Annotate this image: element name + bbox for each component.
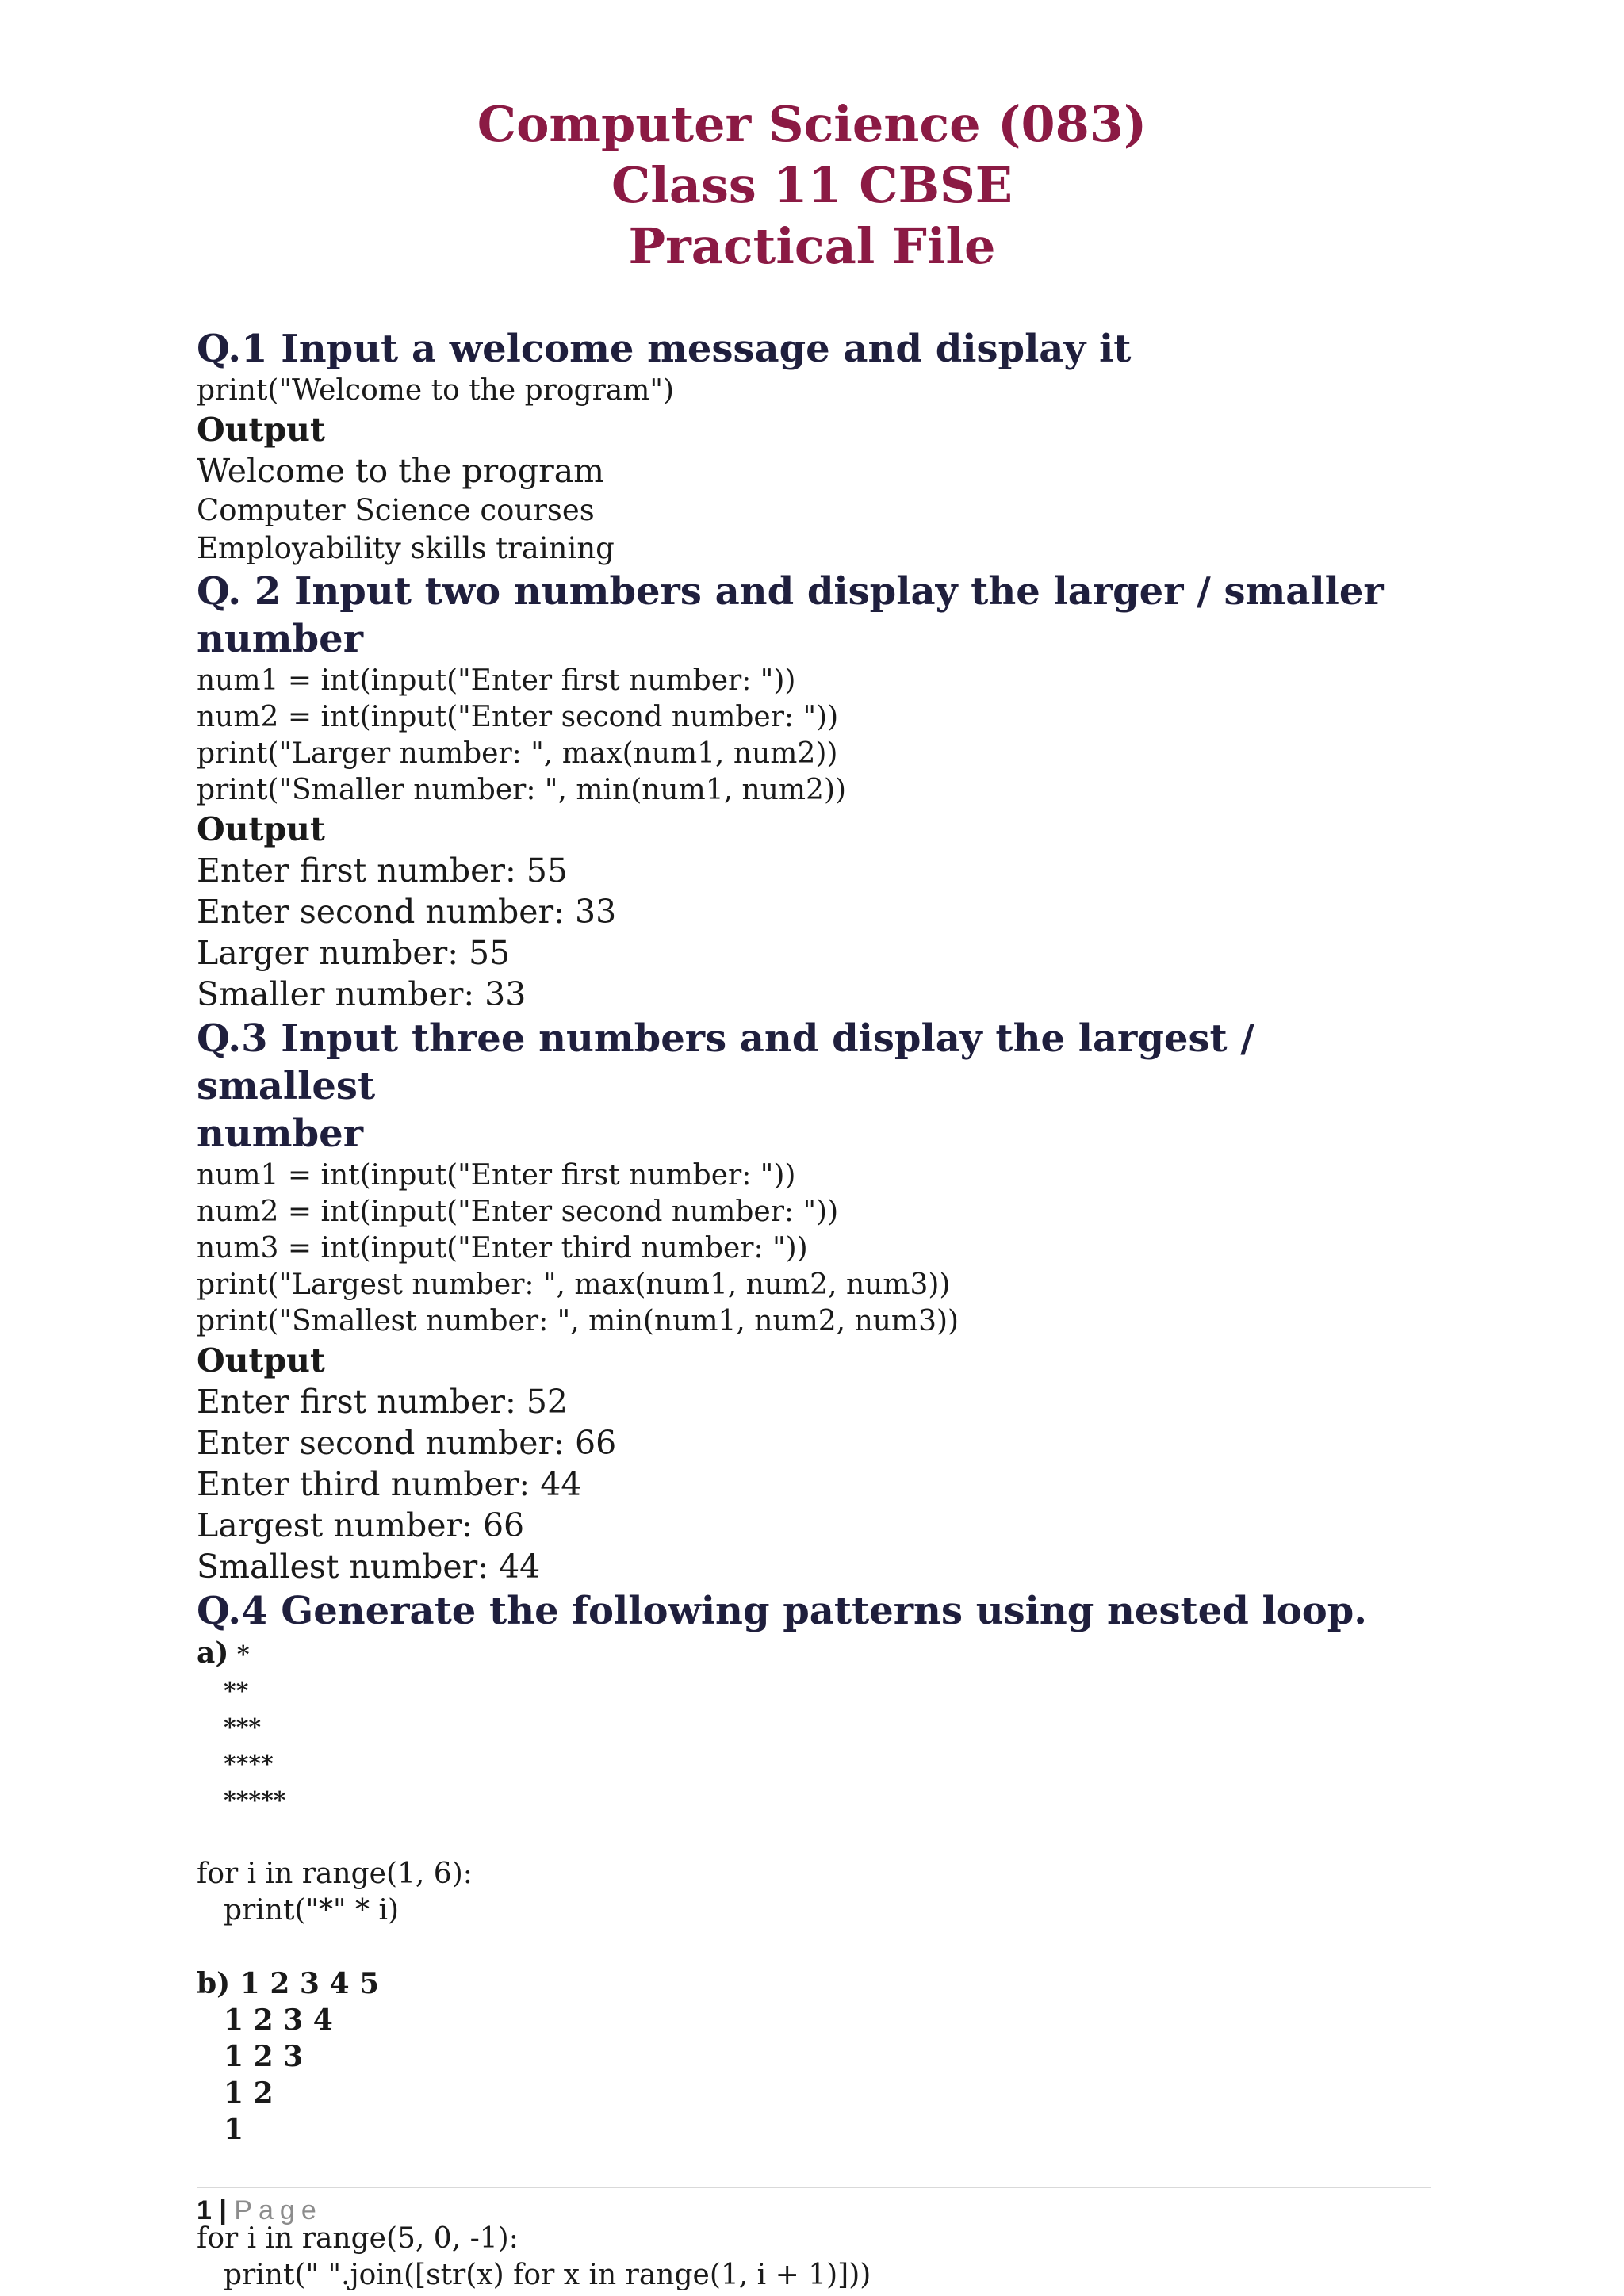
q4-heading: Q.4 Generate the following patterns using nested loop. <box>197 1589 1367 1633</box>
q3-code-line: print("Largest number: ", max(num1, num2, num3)) <box>197 1269 951 1301</box>
page-number: 1 <box>197 2195 212 2225</box>
q3-output-line: Largest number: 66 <box>197 1506 525 1544</box>
q2-code-line: print("Smaller number: ", min(num1, num2)) <box>197 774 847 806</box>
q3-code-line: num3 = int(input("Enter third number: ")) <box>197 1232 808 1265</box>
q1-output-label: Output <box>197 411 325 449</box>
q2-code-line: num1 = int(input("Enter first number: ")) <box>197 664 796 697</box>
q4a-pattern-row: *** <box>224 1714 262 1742</box>
q3-code-line: num1 = int(input("Enter first number: ")) <box>197 1159 796 1192</box>
page-label: Page <box>234 2195 323 2225</box>
q2-output-line: Enter first number: 55 <box>197 851 569 890</box>
title-line-class: Class 11 CBSE <box>611 156 1013 214</box>
q4b-code-line: for i in range(5, 0, -1): <box>197 2222 519 2255</box>
q4a-pattern-row: ***** <box>224 1787 286 1815</box>
q4b-pattern-row: 1 <box>224 2113 244 2146</box>
q3-code-line: print("Smallest number: ", min(num1, num2, num3)) <box>197 1305 959 1337</box>
q4a-pattern-row: * <box>236 1641 250 1669</box>
q2-heading: Q. 2 Input two numbers and display the larger / smaller number <box>197 569 1384 661</box>
q4b-pattern-row: 1 2 3 4 <box>224 2003 333 2037</box>
q3-heading-continued: number <box>197 1112 363 1156</box>
q2-output-label: Output <box>197 810 325 848</box>
q4a-pattern-line <box>197 1635 1434 1674</box>
document-title <box>0 94 1624 277</box>
q2-output-line: Enter second number: 33 <box>197 893 617 931</box>
q4a-code-line: print("*" * i) <box>224 1894 400 1927</box>
q3-heading: Q.3 Input three numbers and display the largest / smallest <box>197 1016 1254 1108</box>
q1-extra-line: Computer Science courses <box>197 493 595 527</box>
q4b-pattern-row: 1 2 <box>224 2076 274 2110</box>
q4b-pattern-row: 1 2 3 4 5 <box>239 1967 380 2000</box>
q3-code-line: num2 = int(input("Enter second number: ")) <box>197 1196 839 1228</box>
q2-code-line: num2 = int(input("Enter second number: ")) <box>197 701 839 733</box>
q4b-code-line: print(" ".join([str(x) for x in range(1, i + 1)])) <box>224 2259 871 2291</box>
q1-code-line: print("Welcome to the program") <box>197 374 674 407</box>
title-line-course: Computer Science (083) <box>477 95 1147 153</box>
q1-output-line: Welcome to the program <box>197 452 605 490</box>
q3-output-line: Enter third number: 44 <box>197 1465 582 1503</box>
q2-output-line: Larger number: 55 <box>197 934 511 972</box>
q1-heading: Q.1 Input a welcome message and display it <box>197 327 1132 371</box>
title-line-file: Practical File <box>628 217 996 275</box>
q4a-code-line: for i in range(1, 6): <box>197 1858 473 1890</box>
q3-output-line: Enter first number: 52 <box>197 1383 569 1421</box>
q4b-pattern-line <box>197 1965 1434 2002</box>
q1-extra-line: Employability skills training <box>197 531 615 565</box>
footer-separator: | <box>219 2195 227 2225</box>
q2-code-line: print("Larger number: ", max(num1, num2)) <box>197 737 838 770</box>
q4a-pattern-row: ** <box>224 1678 249 1705</box>
document-body <box>197 325 1434 2294</box>
q4b-label: b) <box>197 1967 231 2000</box>
q4b-pattern-row: 1 2 3 <box>224 2040 304 2073</box>
q3-output-label: Output <box>197 1341 325 1380</box>
q4a-label: a) <box>197 1636 229 1670</box>
q3-output-line: Smallest number: 44 <box>197 1548 541 1586</box>
q2-output-line: Smaller number: 33 <box>197 975 527 1013</box>
page-footer <box>197 2187 1431 2228</box>
q3-output-line: Enter second number: 66 <box>197 1424 617 1462</box>
q4a-pattern-row: **** <box>224 1751 274 1778</box>
